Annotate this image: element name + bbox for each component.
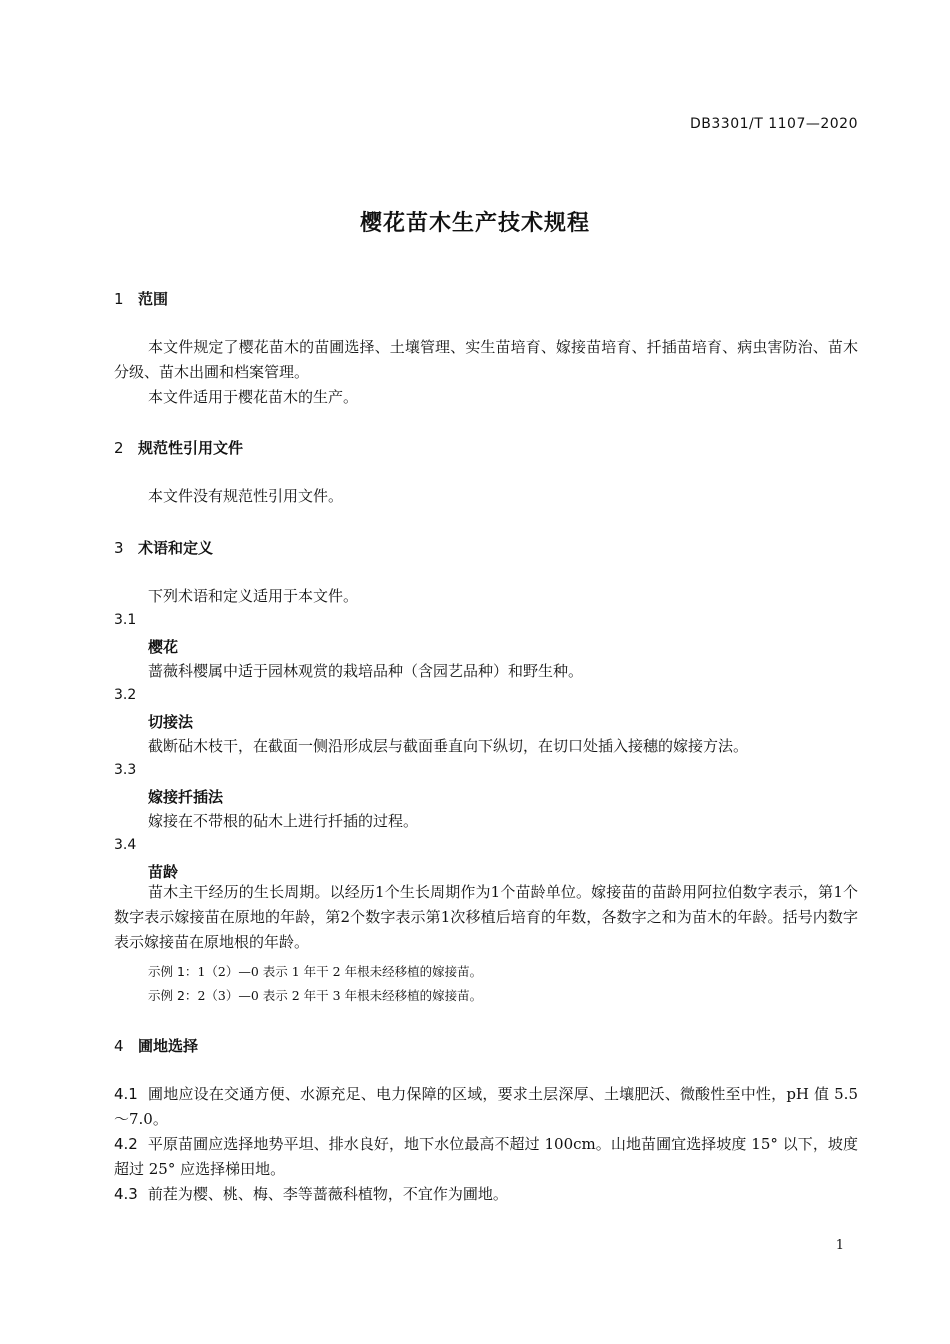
page-title: 樱花苗木生产技术规程 bbox=[359, 211, 590, 236]
section-title: 术语和定义 bbox=[138, 539, 214, 557]
section-heading-1 bbox=[114, 288, 168, 309]
term-definition: 蔷薇科樱属中适于园林观赏的栽培品种（含园艺品种）和野生种。 bbox=[148, 662, 584, 680]
term-name: 苗龄 bbox=[148, 863, 179, 881]
example-2 bbox=[148, 986, 482, 1004]
section-title: 圃地选择 bbox=[138, 1037, 199, 1055]
clause-number: 4.3 bbox=[114, 1185, 138, 1203]
section-number: 1 bbox=[114, 290, 124, 308]
term-definition: 截断砧木枝干，在截面一侧沿形成层与截面垂直向下纵切，在切口处插入接穗的嫁接方法。 bbox=[148, 737, 749, 755]
section-title: 范围 bbox=[138, 290, 169, 308]
clause-4-2 bbox=[114, 1132, 858, 1182]
clause-number: 4.2 bbox=[114, 1135, 138, 1153]
term-name: 切接法 bbox=[148, 713, 194, 731]
document-number: DB3301/T 1107—2020 bbox=[690, 116, 858, 132]
page-number: 1 bbox=[835, 1238, 844, 1253]
term-definition: 苗木主干经历的生长周期。以经历1个生长周期作为1个苗龄单位。嫁接苗的苗龄用阿拉伯数字表示，第1个数字表示嫁接苗在原地的年龄，第2个数字表示第1次移植后培育的年数，各数字之和为苗木的年龄。括号内数字表示嫁接苗在原地根的年龄。 bbox=[114, 883, 858, 951]
term-number: 3.3 bbox=[114, 762, 137, 778]
term-number: 3.1 bbox=[114, 612, 137, 628]
paragraph: 下列术语和定义适用于本文件。 bbox=[148, 587, 359, 605]
example-text: 2（3）—0 表示 2 年干 3 年根未经移植的嫁接苗。 bbox=[197, 988, 483, 1003]
section-number: 3 bbox=[114, 539, 124, 557]
section-number: 4 bbox=[114, 1037, 124, 1055]
term-definition: 嫁接在不带根的砧木上进行扦插的过程。 bbox=[148, 812, 419, 830]
term-name: 嫁接扦插法 bbox=[148, 788, 224, 806]
clause-text: 圃地应设在交通方便、水源充足、电力保障的区域，要求土层深厚、土壤肥沃、微酸性至中性，pH 值 5.5～7.0。 bbox=[114, 1085, 858, 1128]
example-1 bbox=[148, 962, 482, 980]
section-heading-3 bbox=[114, 537, 213, 558]
example-label: 示例 1： bbox=[148, 964, 198, 979]
clause-4-3 bbox=[114, 1182, 858, 1207]
example-label: 示例 2： bbox=[148, 988, 198, 1003]
paragraph: 本文件适用于樱花苗木的生产。 bbox=[148, 388, 359, 406]
section-title: 规范性引用文件 bbox=[138, 439, 244, 457]
clause-text: 平原苗圃应选择地势平坦、排水良好，地下水位最高不超过 100cm。山地苗圃宜选择坡度 15° 以下，坡度超过 25° 应选择梯田地。 bbox=[114, 1135, 858, 1178]
clause-4-1 bbox=[114, 1082, 858, 1132]
term-number: 3.4 bbox=[114, 837, 137, 853]
section-heading-2 bbox=[114, 437, 243, 458]
example-text: 1（2）—0 表示 1 年干 2 年根未经移植的嫁接苗。 bbox=[197, 964, 483, 979]
clause-text: 前茬为樱、桃、梅、李等蔷薇科植物，不宜作为圃地。 bbox=[147, 1185, 508, 1203]
term-number: 3.2 bbox=[114, 687, 137, 703]
paragraph: 本文件规定了樱花苗木的苗圃选择、土壤管理、实生苗培育、嫁接苗培育、扦插苗培育、病虫害防治、苗木分级、苗木出圃和档案管理。 bbox=[114, 338, 858, 381]
clause-number: 4.1 bbox=[114, 1085, 138, 1103]
paragraph: 本文件没有规范性引用文件。 bbox=[148, 487, 344, 505]
term-name: 樱花 bbox=[148, 638, 179, 656]
section-heading-4 bbox=[114, 1035, 198, 1056]
section-number: 2 bbox=[114, 439, 124, 457]
